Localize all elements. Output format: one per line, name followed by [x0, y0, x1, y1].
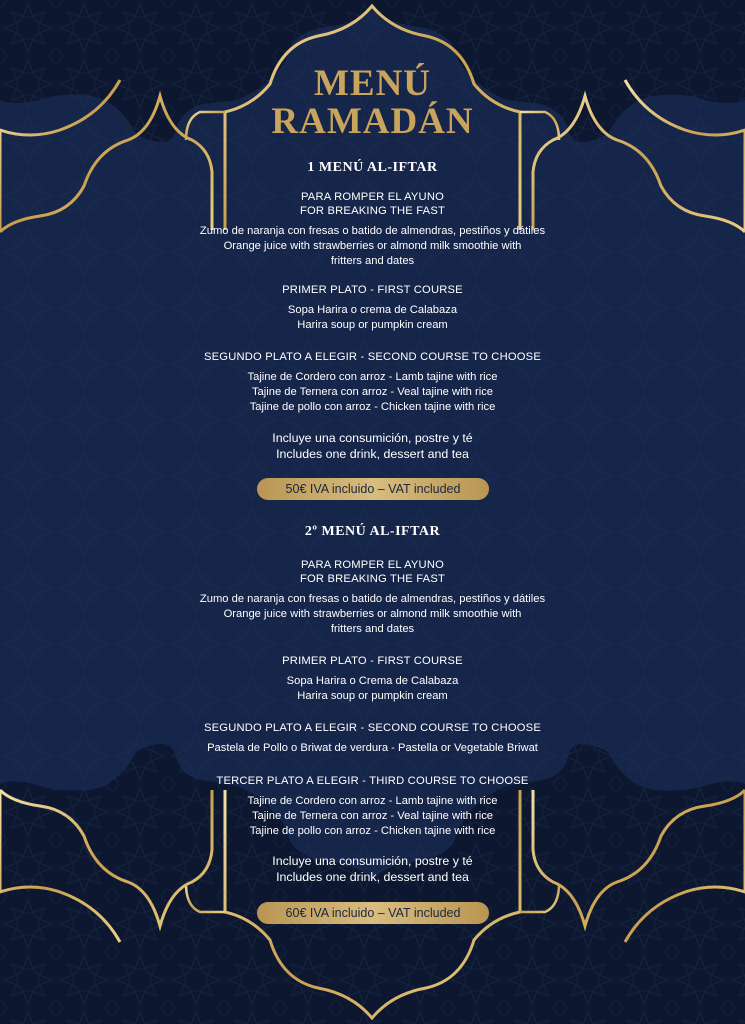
title-line-2: RAMADÁN — [271, 101, 474, 142]
menu1-second-line: Tajine de Ternera con arroz - Veal tajine with rice — [251, 386, 494, 398]
menu2-third-line: Tajine de Cordero con arroz - Lamb tajine with rice — [247, 795, 498, 807]
menu2-break-line: Zumo de naranja con fresas o batido de almendras, pestiños y dátiles — [199, 593, 546, 605]
menu2-includes-es: Incluye una consumición, postre y té — [272, 854, 473, 868]
menu1-first-line: Sopa Harira o crema de Calabaza — [287, 304, 458, 316]
menu2-third-line: Tajine de pollo con arroz - Chicken tajine with rice — [249, 825, 496, 837]
menu2-first-line: Sopa Harira o Crema de Calabaza — [286, 675, 459, 687]
menu1-break-line: fritters and dates — [330, 255, 415, 267]
menu1-first-line: Harira soup or pumpkin cream — [297, 319, 448, 331]
menu2-break-line: Orange juice with strawberries or almond milk smoothie with — [223, 608, 522, 620]
menu2-second-line: Pastela de Pollo o Briwat de verdura - Pastella or Vegetable Briwat — [207, 742, 538, 754]
menu1-includes-en: Includes one drink, dessert and tea — [276, 447, 469, 461]
menu1-second-line: Tajine de pollo con arroz - Chicken tajine with rice — [249, 401, 496, 413]
menu1-break-line: Zumo de naranja con fresas o batido de almendras, pestiños y dátiles — [199, 225, 546, 237]
menu2-third-line: Tajine de Ternera con arroz - Veal tajine with rice — [251, 810, 494, 822]
menu1-second-line: Tajine de Cordero con arroz - Lamb tajine with rice — [247, 371, 498, 383]
menu1-includes-es: Incluye una consumición, postre y té — [272, 431, 473, 445]
menu2-second-label: SEGUNDO PLATO A ELEGIR - SECOND COURSE TO CHOOSE — [203, 722, 541, 734]
menu2-first-label: PRIMER PLATO - FIRST COURSE — [282, 655, 463, 667]
menu2-third-label: TERCER PLATO A ELEGIR - THIRD COURSE TO CHOOSE — [216, 775, 529, 787]
menu2-break-label-es: PARA ROMPER EL AYUNO — [300, 559, 445, 571]
menu1-break-label-en: FOR BREAKING THE FAST — [299, 205, 446, 217]
menu2-break-line: fritters and dates — [330, 623, 415, 635]
menu1-heading: 1 MENÚ AL-IFTAR — [307, 160, 438, 175]
menu1-price-badge: 50€ IVA incluido – VAT included — [257, 478, 489, 500]
menu2-heading: 2º MENÚ AL-IFTAR — [304, 524, 441, 539]
menu1-second-label: SEGUNDO PLATO A ELEGIR - SECOND COURSE TO CHOOSE — [203, 351, 541, 363]
title-line-1: MENÚ — [313, 63, 432, 104]
menu2-first-line: Harira soup or pumpkin cream — [297, 690, 448, 702]
menu1-break-label-es: PARA ROMPER EL AYUNO — [300, 191, 445, 203]
menu2-price-badge: 60€ IVA incluido – VAT included — [257, 902, 489, 924]
menu2-includes-en: Includes one drink, dessert and tea — [276, 870, 469, 884]
menu1-break-line: Orange juice with strawberries or almond milk smoothie with — [223, 240, 522, 252]
menu1-first-label: PRIMER PLATO - FIRST COURSE — [282, 284, 463, 296]
menu2-break-label-en: FOR BREAKING THE FAST — [299, 573, 446, 585]
